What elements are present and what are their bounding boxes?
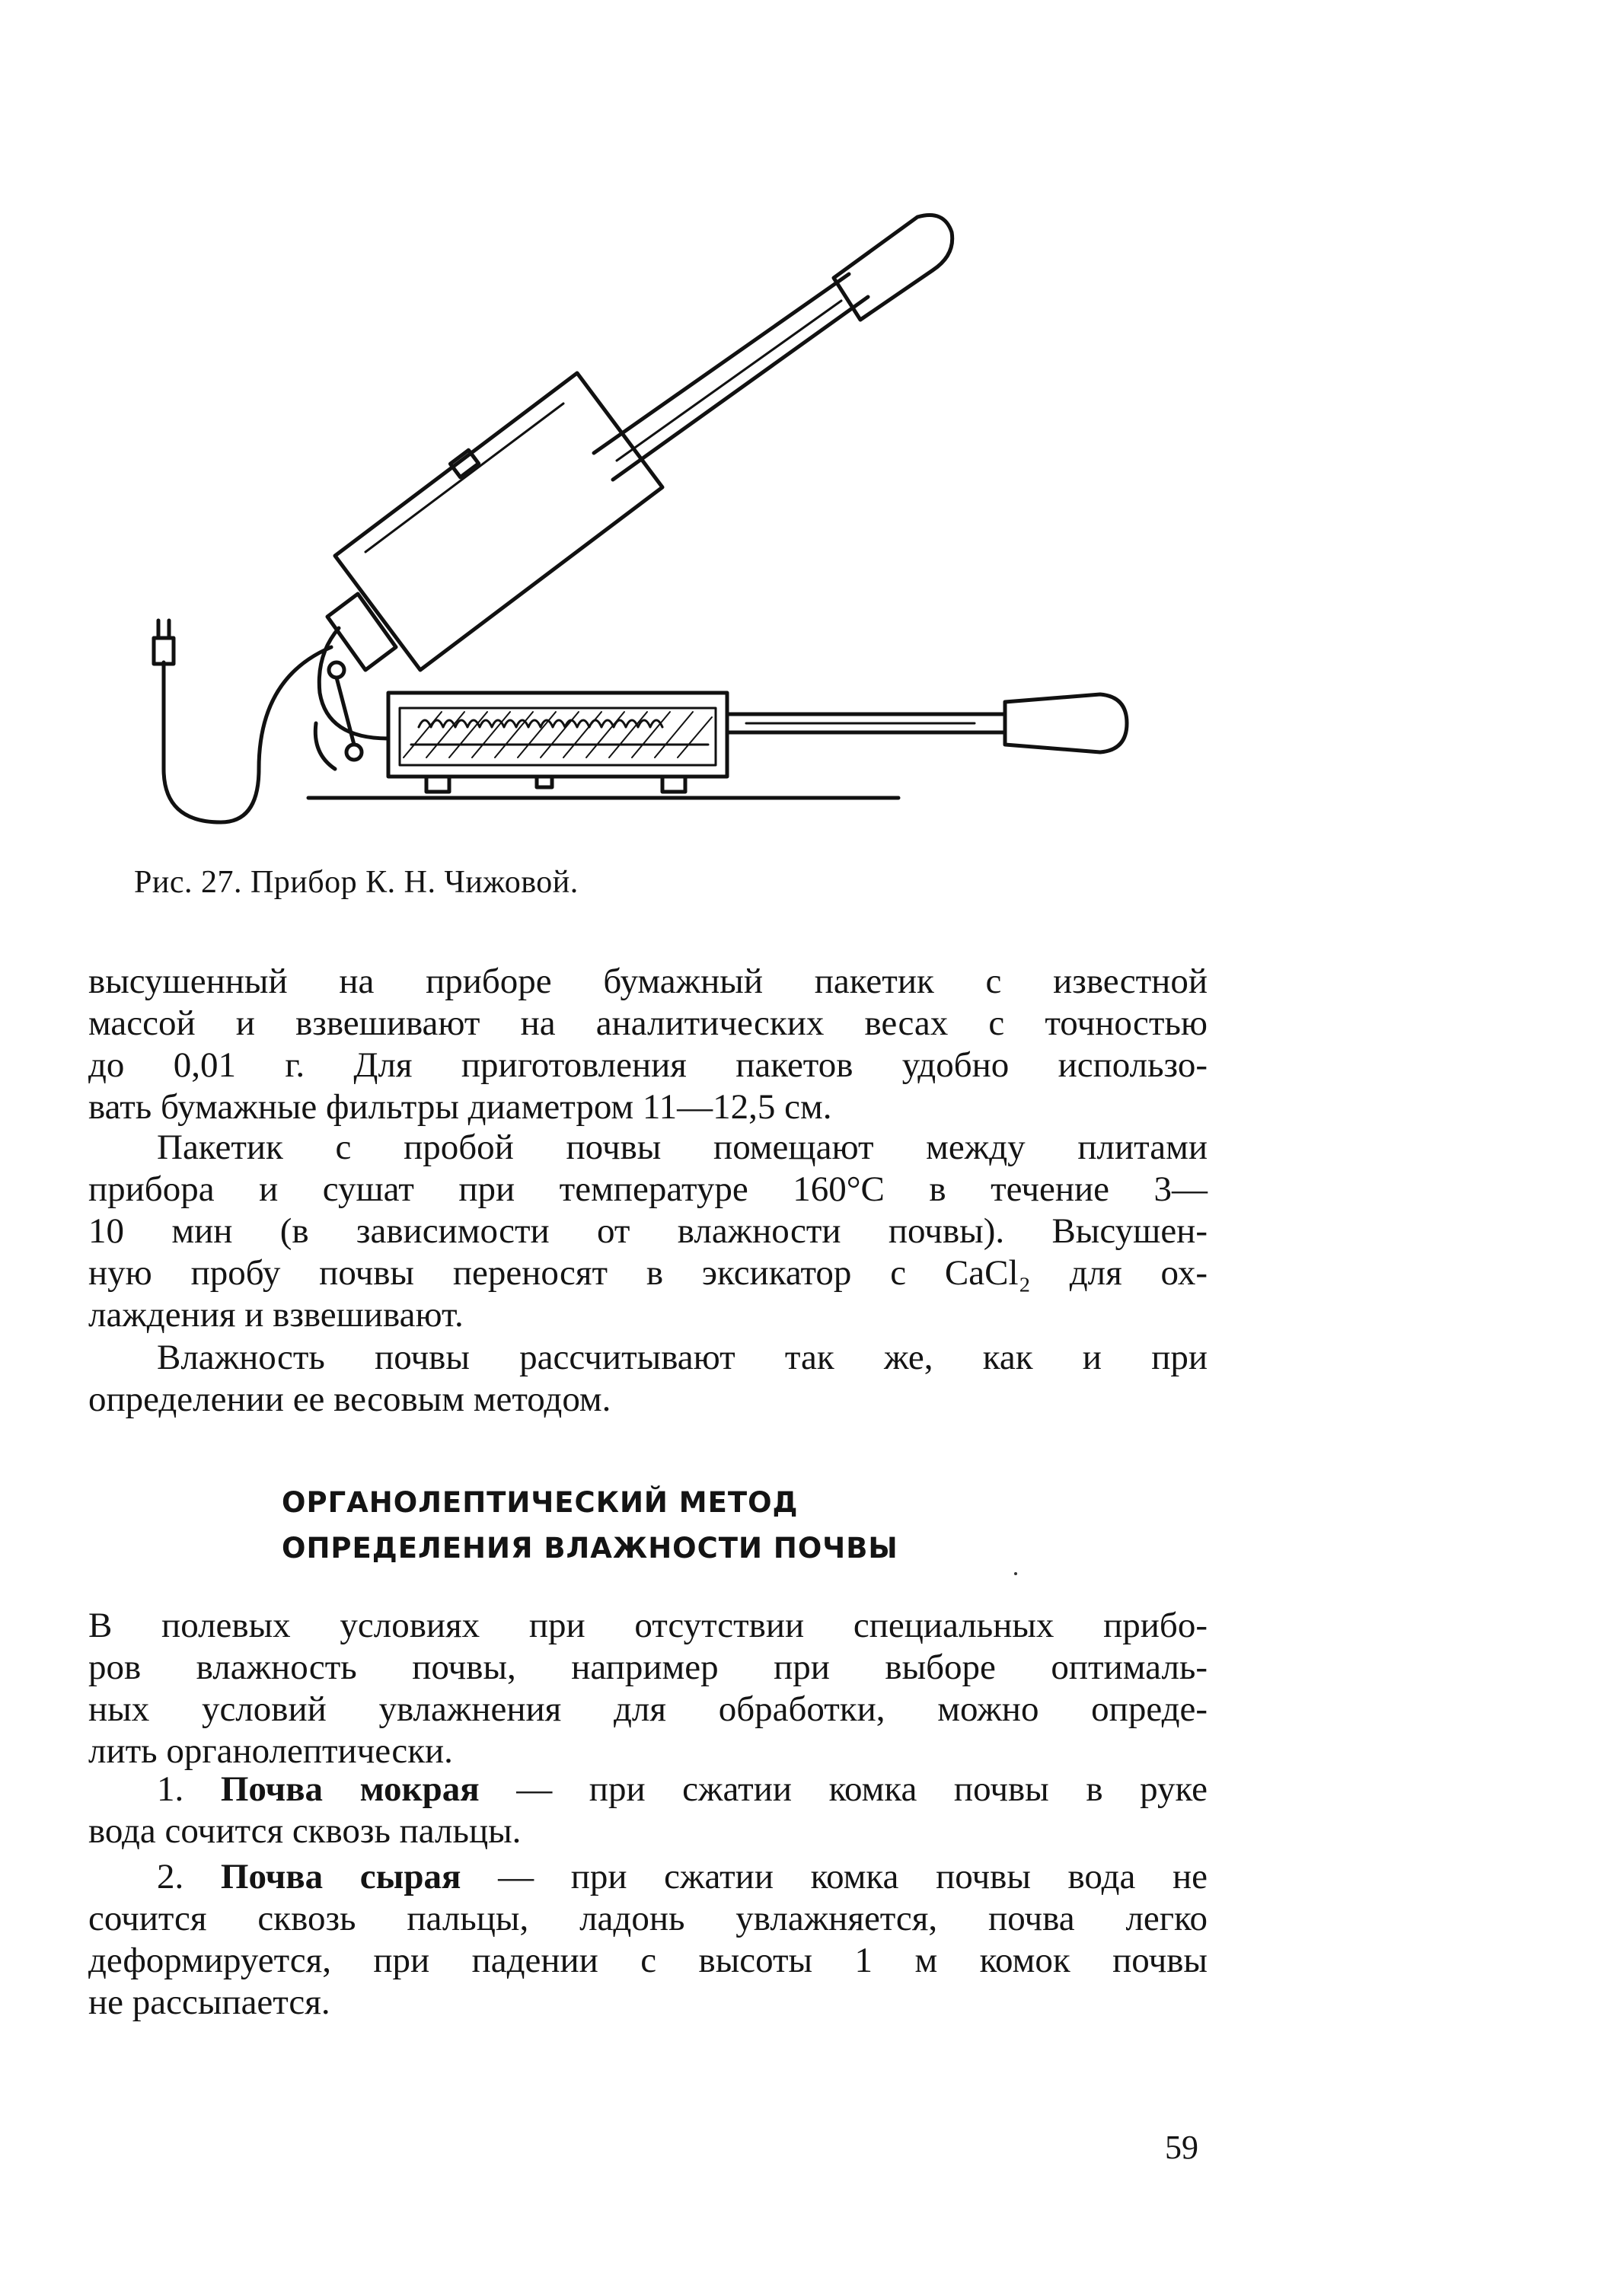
- item-text: — при сжатии комка почвы вода не: [461, 1857, 1208, 1896]
- text-line: высушенный на приборе бумажный пакетик с известной: [88, 962, 1208, 1001]
- list-item-wet-soil: [88, 1769, 1208, 1852]
- text-line: массой и взвешивают на аналитических весах с точностью: [88, 1003, 1208, 1043]
- item-number: 2.: [157, 1857, 184, 1896]
- item-text: — при сжатии комка почвы в руке: [479, 1769, 1208, 1809]
- text-line: сочится сквозь пальцы, ладонь увлажняется, почва легко: [88, 1899, 1208, 1938]
- paragraph-field-conditions: [88, 1605, 1208, 1772]
- text-line: прибора и сушат при температуре 160°С в течение 3—: [88, 1169, 1208, 1209]
- text-line: лаждения и взвешивают.: [88, 1295, 464, 1335]
- text-line: 10 мин (в зависимости от влажности почвы). Высушен-: [88, 1211, 1208, 1251]
- text-line: В полевых условиях при отсутствии специальных прибо-: [88, 1606, 1208, 1645]
- paragraph-calculation: [88, 1337, 1208, 1421]
- text-line: вода сочится сквозь пальцы.: [88, 1811, 522, 1851]
- item-term: Почва мокрая: [220, 1769, 480, 1809]
- device-illustration: [137, 190, 1203, 860]
- text-line: Пакетик с пробой почвы помещают между плитами: [157, 1128, 1208, 1167]
- print-speck: [1014, 1572, 1017, 1575]
- paragraph-drying: [88, 1127, 1208, 1336]
- heading-line: ОПРЕДЕЛЕНИЯ ВЛАЖНОСТИ ПОЧВЫ: [282, 1532, 898, 1565]
- text-line: ных условий увлажнения для обработки, можно опреде-: [88, 1689, 1208, 1729]
- text-line: [88, 1769, 1208, 1810]
- section-heading: [282, 1480, 967, 1571]
- item-term: Почва сырая: [220, 1857, 461, 1896]
- text-line: до 0,01 г. Для приготовления пакетов удобно использо-: [88, 1045, 1208, 1085]
- text-line: не рассыпается.: [88, 1983, 330, 2022]
- text-line: лить органолептически.: [88, 1731, 453, 1771]
- text-line: определении ее весовым методом.: [88, 1380, 611, 1419]
- item-number: 1.: [157, 1769, 184, 1809]
- text-line: деформируется, при падении с высоты 1 м комок почвы: [88, 1941, 1208, 1980]
- heading-line: ОРГАНОЛЕПТИЧЕСКИЙ МЕТОД: [282, 1486, 799, 1519]
- text-line: Влажность почвы рассчитывают так же, как и при: [157, 1338, 1208, 1377]
- text-line: ную пробу почвы переносят в эксикатор с CaCl₂ для ох-: [88, 1253, 1208, 1293]
- list-item-damp-soil: [88, 1856, 1208, 2024]
- page-number: 59: [1165, 2129, 1198, 2166]
- figure-caption: Рис. 27. Прибор К. Н. Чижовой.: [134, 865, 579, 900]
- text-line: ров влажность почвы, например при выборе оптималь-: [88, 1648, 1208, 1687]
- text-line: вать бумажные фильтры диаметром 11—12,5 см.: [88, 1087, 832, 1127]
- paragraph-continuation: [88, 961, 1208, 1128]
- text-line: [88, 1856, 1208, 1898]
